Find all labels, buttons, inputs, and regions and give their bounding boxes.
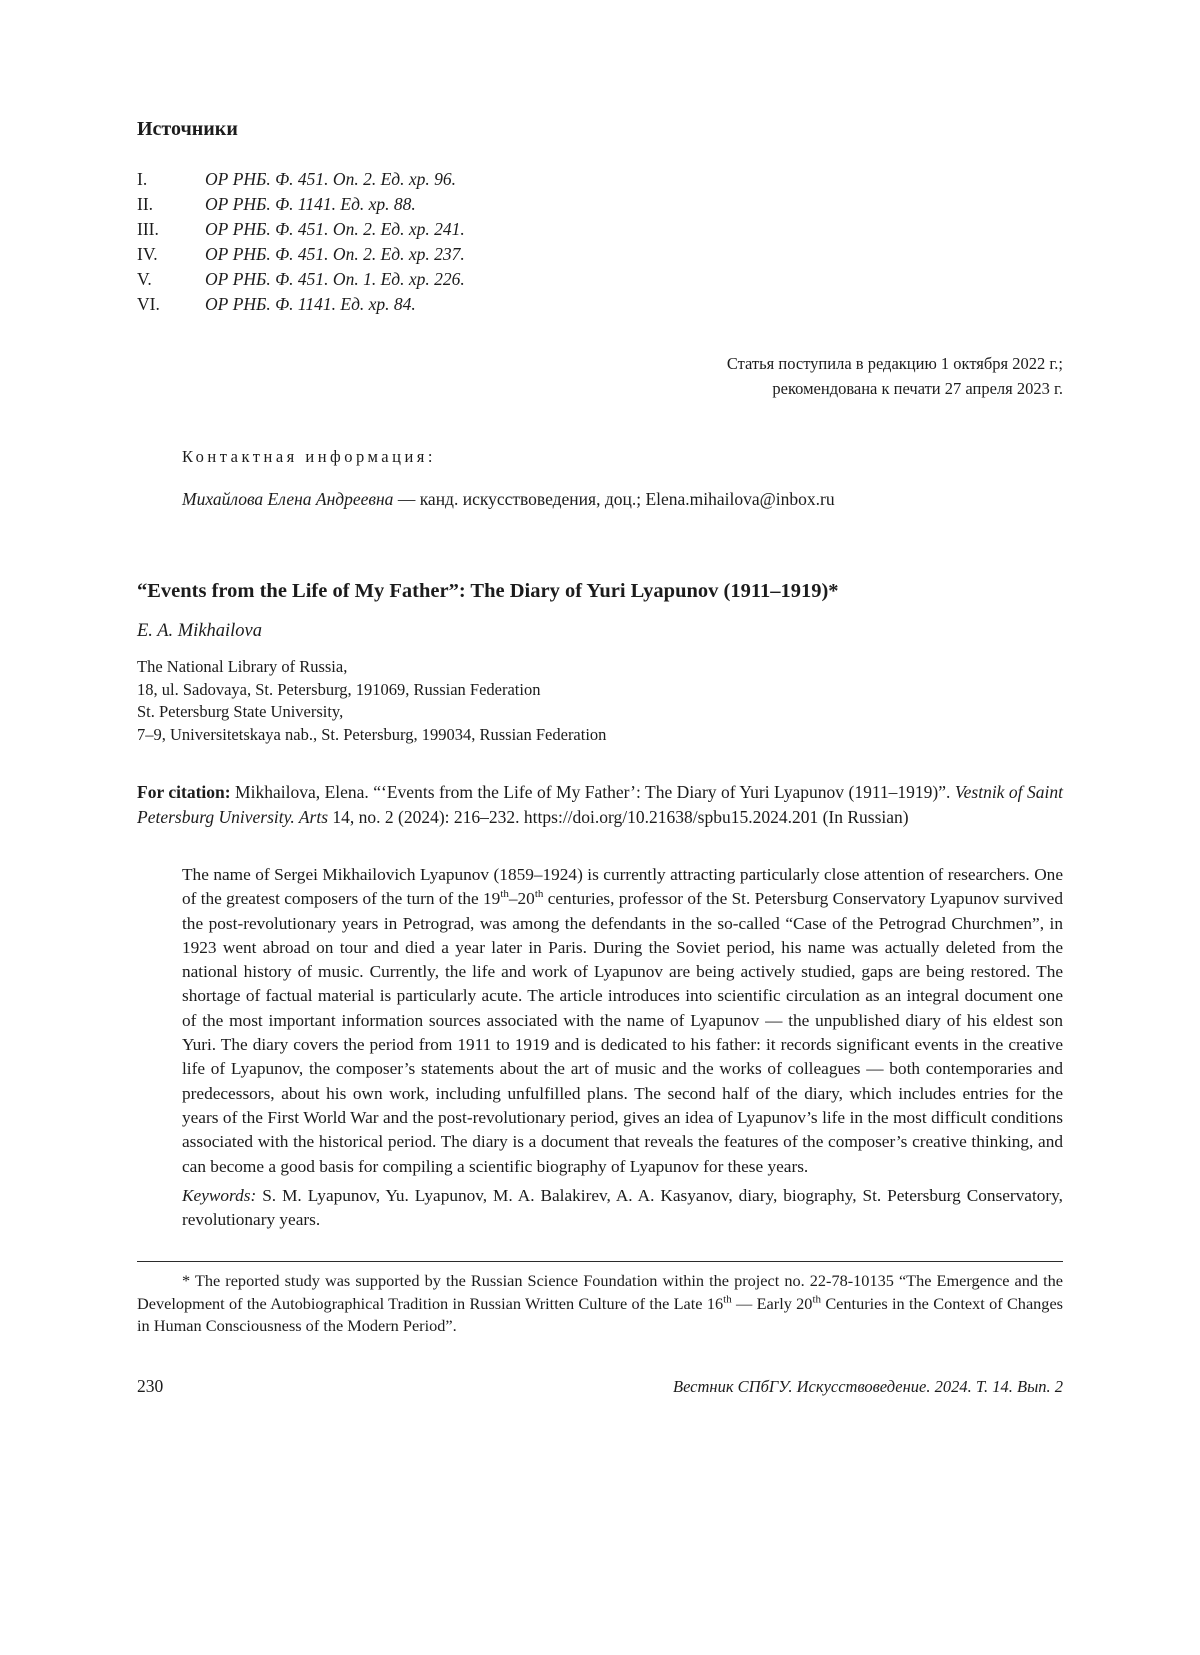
affiliations (137, 656, 1063, 746)
citation-journal: Vestnik of Saint Petersburg University. Arts (137, 782, 1063, 827)
sources-heading: Источники (137, 118, 238, 140)
footnote (137, 1270, 1063, 1338)
footnote-text: Centuries in the Context of Changes in Human Consciousness of the Modern Period”. (137, 1293, 1064, 1336)
footnote-text: — Early 20 (731, 1293, 813, 1313)
source-reference: ОР РНБ. Ф. 451. Оп. 1. Ед. хр. 226. (205, 269, 465, 289)
affiliation-line: St. Petersburg State University, (137, 702, 344, 721)
source-numeral: IV. (137, 244, 158, 264)
source-reference: ОР РНБ. Ф. 1141. Ед. хр. 84. (205, 294, 416, 314)
author-details: — канд. искусствоведения, доц.; Elena.mihailova@inbox.ru (393, 489, 835, 509)
author-name-en: E. A. Mikhailova (137, 621, 263, 641)
source-item (137, 192, 1063, 217)
abstract (182, 863, 1063, 1179)
abstract-text: –20 (508, 889, 535, 909)
source-item (137, 242, 1063, 267)
contact-info (137, 489, 1063, 510)
footnote-divider (137, 1261, 1063, 1262)
source-numeral: II. (137, 194, 154, 214)
footnote-superscript: th (812, 1293, 822, 1306)
author-name-ru: Михайлова Елена Андреевна (182, 489, 394, 509)
abstract-superscript: th (500, 888, 509, 901)
affiliation-line: 18, ul. Sadovaya, St. Petersburg, 191069, Russian Federation (137, 679, 541, 699)
keywords-text: S. M. Lyapunov, Yu. Lyapunov, M. A. Balakirev, A. A. Kasyanov, diary, biography, St. Petersburg Conservatory, revolutionary years. (182, 1185, 1063, 1230)
received-line-2: рекомендована к печати 27 апреля 2023 г. (772, 379, 1063, 398)
received-line-1: Статья поступила в редакцию 1 октября 2022 г.; (726, 354, 1063, 373)
keywords-block (182, 1184, 1063, 1233)
source-numeral: III. (137, 219, 159, 239)
source-reference: ОР РНБ. Ф. 451. Оп. 2. Ед. хр. 96. (205, 169, 456, 189)
source-item (137, 292, 1063, 317)
journal-running-title: Вестник СПбГУ. Искусствоведение. 2024. Т. 14. Вып. 2 (672, 1377, 1063, 1397)
source-item (137, 267, 1063, 292)
article-title-en: “Events from the Life of My Father”: The Diary of Yuri Lyapunov (1911–1919)* (137, 580, 839, 602)
sources-list (137, 167, 1063, 317)
citation-text: Mikhailova, Elena. “‘Events from the Life of My Father’: The Diary of Yuri Lyapunov (1911–1919)”. (230, 782, 955, 802)
affiliation-line: The National Library of Russia, (137, 657, 348, 676)
page-footer (137, 1376, 1063, 1397)
source-numeral: V. (137, 269, 152, 289)
footnote-text: * The reported study was supported by the Russian Science Foundation within the project no. 22-78-10135 “The Emergence and the Development of the Autobiographical Tradition in Russian Written Culture of the Late 16 (137, 1270, 1063, 1313)
source-reference: ОР РНБ. Ф. 451. Оп. 2. Ед. хр. 237. (205, 244, 465, 264)
keywords-label: Keywords: (182, 1185, 257, 1205)
contact-heading: Контактная информация: (182, 447, 436, 466)
abstract-text: centuries, professor of the St. Petersburg Conservatory Lyapunov survived the post-revolutionary years in Petrograd, was among the defendants in the so-called “Case of the Petrograd Churchmen”, in 1923 went abroad on tour and died a year later in Paris. During the Soviet period, his name was actually deleted from the national history of music. Currently, the life and work of Lyapunov are being actively studied, gaps are being restored. The shortage of factual material is particularly acute. The article introduces into scientific circulation as an integral document one of the most important information sources associated with the name of Lyapunov — the unpublished diary of his eldest son Yuri. The diary covers the period from 1911 to 1919 and is dedicated to his father: it records significant events in the creative life of Lyapunov, the composer’s statements about the art of music and the works of colleagues — both contemporaries and predecessors, about his own work, including unfulfilled plans. The second half of the diary, which includes entries for the years of the First World War and the post-revolutionary period, gives an idea of Lyapunov’s life in the most difficult conditions associated with the historical period. The diary is a document that reveals the features of the composer’s creative thinking, and can become a good basis for compiling a scientific biography of Lyapunov for these years. (182, 889, 1063, 1176)
source-reference: ОР РНБ. Ф. 451. Оп. 2. Ед. хр. 241. (205, 219, 465, 239)
source-item (137, 167, 1063, 192)
abstract-superscript: th (534, 888, 544, 901)
affiliation-line: 7–9, Universitetskaya nab., St. Petersburg, 199034, Russian Federation (137, 724, 607, 744)
source-reference: ОР РНБ. Ф. 1141. Ед. хр. 88. (205, 194, 416, 214)
received-dates (137, 351, 1063, 401)
citation-tail: 14, no. 2 (2024): 216–232. https://doi.org/10.21638/spbu15.2024.201 (In Russian) (328, 807, 909, 827)
source-numeral: I. (137, 169, 148, 189)
abstract-text: The name of Sergei Mikhailovich Lyapunov (1859–1924) is currently attracting particularly close attention of researchers. One of the greatest composers of the turn of the 19 (182, 865, 1063, 909)
footnote-superscript: th (723, 1293, 732, 1306)
page-number: 230 (137, 1376, 164, 1397)
source-item (137, 217, 1063, 242)
for-citation-block (137, 780, 1063, 830)
source-numeral: VI. (137, 294, 160, 314)
for-citation-label: For citation: (137, 782, 231, 802)
